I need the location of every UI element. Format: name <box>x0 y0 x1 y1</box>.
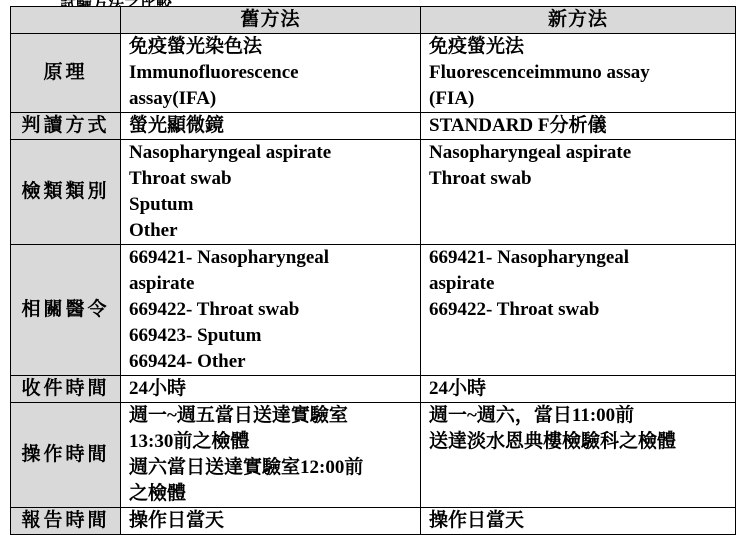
table-row-order-codes <box>11 245 736 376</box>
cell-old-report-time <box>121 508 421 535</box>
cell-text-line: Fluorescenceimmuno assay <box>429 62 650 83</box>
cell-text-line: 週六當日送達實驗室12:00前 <box>129 457 364 478</box>
cell-text-line: 操作日當天 <box>429 510 525 531</box>
cell-new-specimen-type <box>421 140 736 245</box>
cell-old-specimen-type <box>121 140 421 245</box>
table-row-report-time <box>11 508 736 535</box>
row-label-specimen-type: 檢類類別 <box>11 140 121 245</box>
row-label-order-codes: 相關醫令 <box>11 245 121 376</box>
method-comparison-table <box>10 6 736 535</box>
cell-text-line: STANDARD F分析儀 <box>429 115 607 136</box>
cell-text-line: 669422- Throat swab <box>429 299 600 320</box>
cell-text-line: Other <box>129 220 178 241</box>
cell-new-operating-time <box>421 403 736 508</box>
cell-text-line: 13:30前之檢體 <box>129 431 250 452</box>
header-old-method: 舊方法 <box>121 7 421 34</box>
header-new-method: 新方法 <box>421 7 736 34</box>
cell-old-principle <box>121 34 421 113</box>
cell-text-line: 送達淡水恩典樓檢驗科之檢體 <box>429 431 677 452</box>
cell-text-line: Nasopharyngeal aspirate <box>129 142 332 163</box>
cell-text-line: 免疫螢光法 <box>429 36 525 57</box>
row-label-receiving-time: 收件時間 <box>11 376 121 403</box>
table-row-receiving-time <box>11 376 736 403</box>
header-blank-cell <box>11 7 121 34</box>
cell-text-line: Throat swab <box>129 168 232 189</box>
cell-text-line: 24小時 <box>429 378 487 399</box>
cell-text-line: Throat swab <box>429 168 532 189</box>
cell-new-principle <box>421 34 736 113</box>
cell-text-line: aspirate <box>129 273 195 294</box>
row-label-reading-method: 判讀方式 <box>11 113 121 140</box>
cell-text-line: 669421- Nasopharyngeal <box>429 247 630 268</box>
cell-text-line: 週一~週五當日送達實驗室 <box>129 405 348 426</box>
cell-text-line: 669424- Other <box>129 351 246 372</box>
cell-text-line: 操作日當天 <box>129 510 225 531</box>
row-label-principle: 原理 <box>11 34 121 113</box>
cell-new-reading-method <box>421 113 736 140</box>
cell-text-line: Sputum <box>129 194 194 215</box>
row-label-operating-time: 操作時間 <box>11 403 121 508</box>
table-row-reading-method <box>11 113 736 140</box>
table-row-specimen-type <box>11 140 736 245</box>
cell-text-line: 免疫螢光染色法 <box>129 36 263 57</box>
cell-new-receiving-time <box>421 376 736 403</box>
cell-text-line: 之檢體 <box>129 483 187 504</box>
cell-old-receiving-time <box>121 376 421 403</box>
table-row-operating-time <box>11 403 736 508</box>
cell-text-line: assay(IFA) <box>129 88 217 109</box>
cell-new-report-time <box>421 508 736 535</box>
cell-text-line: 669423- Sputum <box>129 325 262 346</box>
cell-text-line: 週一~週六，當日11:00前 <box>429 405 635 426</box>
table-row-principle <box>11 34 736 113</box>
table-header-row <box>11 7 736 34</box>
cell-old-operating-time <box>121 403 421 508</box>
cell-text-line: (FIA) <box>429 88 475 109</box>
cell-old-order-codes <box>121 245 421 376</box>
cell-text-line: aspirate <box>429 273 495 294</box>
cell-text-line: 螢光顯微鏡 <box>129 115 225 136</box>
cell-text-line: Immunofluorescence <box>129 62 299 83</box>
cell-text-line: 669421- Nasopharyngeal <box>129 247 330 268</box>
cell-old-reading-method <box>121 113 421 140</box>
row-label-report-time: 報告時間 <box>11 508 121 535</box>
cell-text-line: 669422- Throat swab <box>129 299 300 320</box>
cell-new-order-codes <box>421 245 736 376</box>
cell-text-line: 24小時 <box>129 378 187 399</box>
cell-text-line: Nasopharyngeal aspirate <box>429 142 632 163</box>
